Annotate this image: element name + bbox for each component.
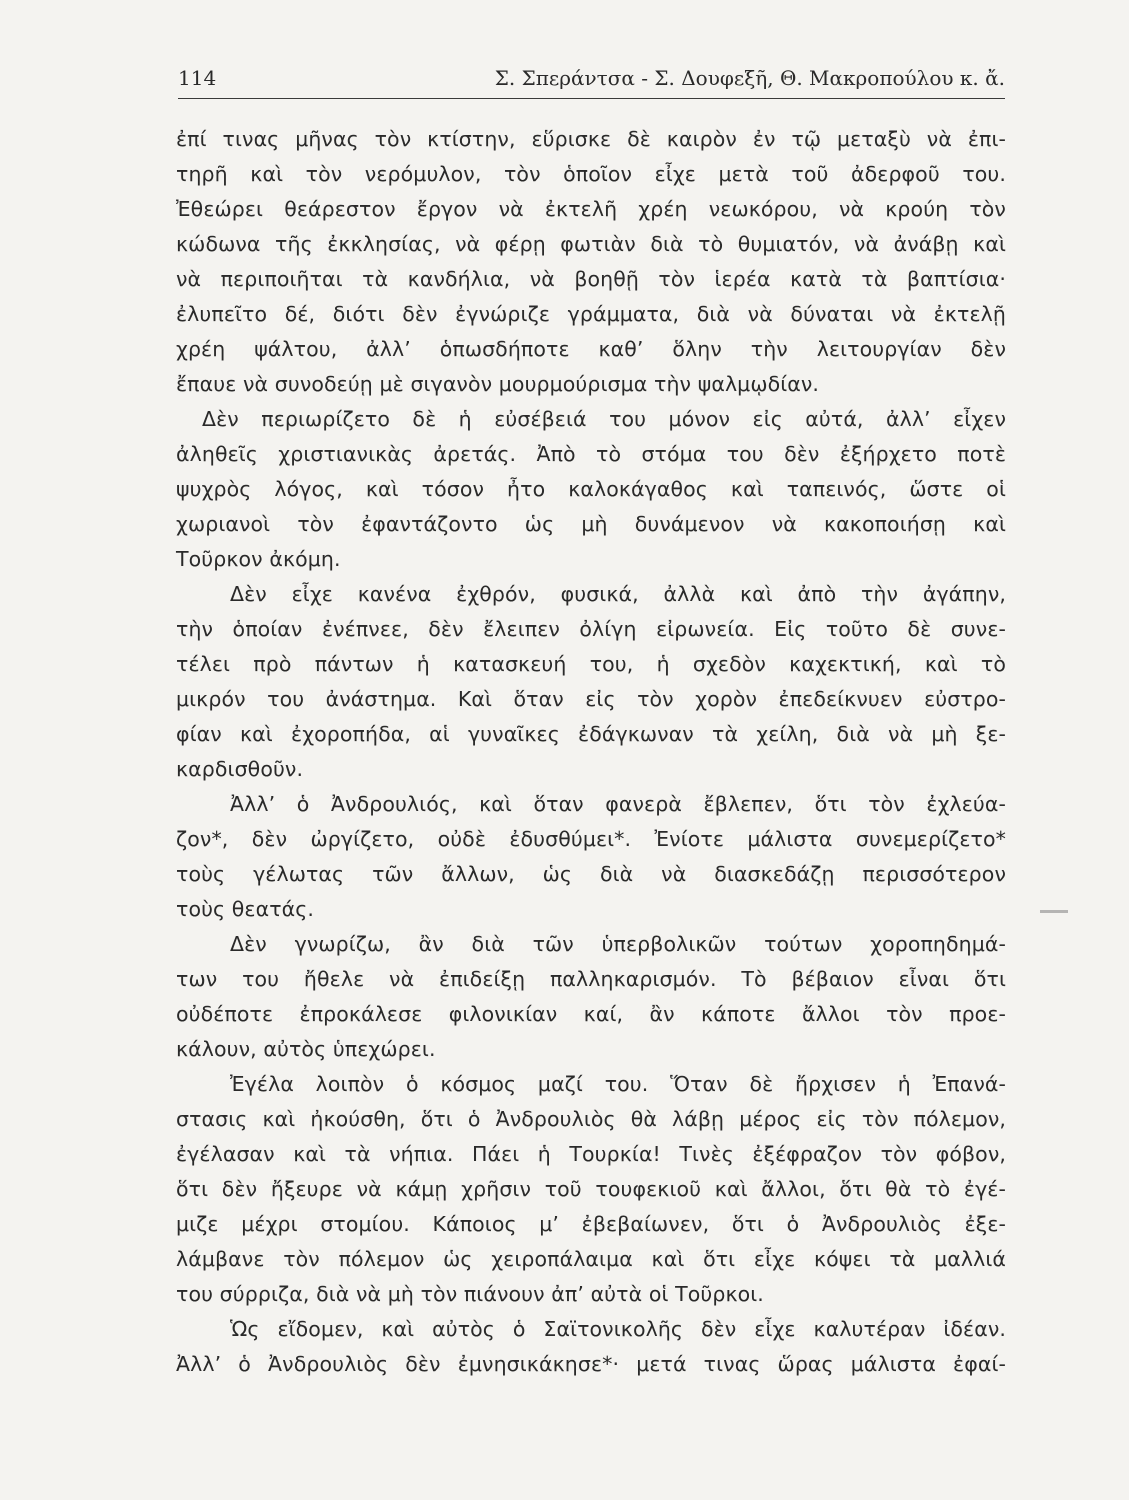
- text-line: χρέη ψάλτου, ἀλλ’ ὁπωσδήποτε καθ’ ὅλην τὴν λειτουργίαν δὲν: [176, 337, 1006, 361]
- page-header: [178, 66, 1005, 99]
- body-text: [176, 122, 1006, 1382]
- text-line: τηρῆ καὶ τὸν νερόμυλον, τὸν ὁποῖον εἶχε μετὰ τοῦ ἀδερφοῦ του.: [176, 162, 1006, 186]
- text-line: ἐπί τινας μῆνας τὸν κτίστην, εὕρισκε δὲ καιρὸν ἐν τῷ μεταξὺ νὰ ἐπι-: [176, 127, 1006, 151]
- text-line: ψυχρὸς λόγος, καὶ τόσον ἦτο καλοκάγαθος καὶ ταπεινός, ὥστε οἱ: [176, 477, 1006, 501]
- text-line: τέλει πρὸ πάντων ἡ κατασκευή του, ἡ σχεδὸν καχεκτική, καὶ τὸ: [176, 652, 1006, 676]
- text-line: Ὡς εἴδομεν, καὶ αὐτὸς ὁ Σαϊτονικολῆς δὲν εἶχε καλυτέραν ἰδέαν.: [230, 1317, 1006, 1341]
- text-line: Τοῦρκον ἀκόμη.: [176, 547, 341, 571]
- text-line: μικρόν του ἀνάστημα. Καὶ ὅταν εἰς τὸν χορὸν ἐπεδείκνυεν εὐστρο-: [176, 687, 1006, 711]
- text-line: των του ἤθελε νὰ ἐπιδείξῃ παλληκαρισμόν. Τὸ βέβαιον εἶναι ὅτι: [176, 967, 1006, 991]
- text-line: τοὺς θεατάς.: [176, 897, 315, 921]
- page-number: 114: [178, 66, 217, 90]
- text-line: ὅτι δὲν ἤξευρε νὰ κάμῃ χρῆσιν τοῦ τουφεκιοῦ καὶ ἄλλοι, ὅτι θὰ τὸ ἐγέ-: [176, 1177, 1006, 1201]
- text-line: τοὺς γέλωτας τῶν ἄλλων, ὡς διὰ νὰ διασκεδάζῃ περισσότερον: [176, 862, 1006, 886]
- text-line: ἔπαυε νὰ συνοδεύῃ μὲ σιγανὸν μουρμούρισμα τὴν ψαλμῳδίαν.: [176, 372, 820, 396]
- text-line: Ἐγέλα λοιπὸν ὁ κόσμος μαζί του. Ὅταν δὲ ἤρχισεν ἡ Ἐπανά-: [230, 1072, 1006, 1096]
- margin-mark: [1040, 910, 1068, 913]
- text-line: λάμβανε τὸν πόλεμον ὡς χειροπάλαιμα καὶ ὅτι εἶχε κόψει τὰ μαλλιά: [176, 1247, 1006, 1271]
- text-line: τὴν ὁποίαν ἐνέπνεε, δὲν ἔλειπεν ὀλίγη εἰρωνεία. Εἰς τοῦτο δὲ συνε-: [176, 617, 1006, 641]
- text-line: κώδωνα τῆς ἐκκλησίας, νὰ φέρῃ φωτιὰν διὰ τὸ θυμιατόν, νὰ ἀνάβῃ καὶ: [176, 232, 1006, 256]
- text-line: ζον*, δὲν ὠργίζετο, οὐδὲ ἐδυσθύμει*. Ἐνίοτε μάλιστα συνεμερίζετο*: [176, 827, 1006, 851]
- text-line: φίαν καὶ ἐχοροπήδα, αἱ γυναῖκες ἐδάγκωναν τὰ χείλη, διὰ νὰ μὴ ξε-: [176, 722, 1006, 746]
- text-line: Ἀλλ’ ὁ Ἀνδρουλιός, καὶ ὅταν φανερὰ ἔβλεπεν, ὅτι τὸν ἐχλεύα-: [230, 792, 1006, 816]
- text-line: καρδισθοῦν.: [176, 757, 304, 781]
- text-line: Ἀλλ’ ὁ Ἀνδρουλιὸς δὲν ἐμνησικάκησε*· μετά τινας ὥρας μάλιστα ἐφαί-: [176, 1352, 1006, 1376]
- text-line: Ἐθεώρει θεάρεστον ἔργον νὰ ἐκτελῆ χρέη νεωκόρου, νὰ κρούη τὸν: [176, 197, 1006, 221]
- text-line: Δὲν γνωρίζω, ἂν διὰ τῶν ὑπερβολικῶν τούτων χοροπηδημά-: [230, 932, 1006, 956]
- text-line: κάλουν, αὐτὸς ὑπεχώρει.: [176, 1037, 436, 1061]
- text-line: ἐγέλασαν καὶ τὰ νήπια. Πάει ἡ Τουρκία! Τινὲς ἐξέφραζον τὸν φόβον,: [176, 1142, 1006, 1166]
- running-head: Σ. Σπεράντσα - Σ. Δουφεξῆ, Θ. Μακροπούλου κ. ἄ.: [494, 66, 1005, 90]
- text-line: Δὲν εἶχε κανένα ἐχθρόν, φυσικά, ἀλλὰ καὶ ἀπὸ τὴν ἀγάπην,: [230, 582, 1006, 606]
- text-line: νὰ περιποιῆται τὰ κανδήλια, νὰ βοηθῇ τὸν ἱερέα κατὰ τὰ βαπτίσια·: [176, 267, 1006, 291]
- text-line: του σύρριζα, διὰ νὰ μὴ τὸν πιάνουν ἀπ’ αὐτὰ οἱ Τοῦρκοι.: [176, 1282, 764, 1306]
- text-line: μιζε μέχρι στομίου. Κάποιος μ’ ἐβεβαίωνεν, ὅτι ὁ Ἀνδρουλιὸς ἐξε-: [176, 1212, 1006, 1236]
- text-line: οὐδέποτε ἐπροκάλεσε φιλονικίαν καί, ἂν κάποτε ἄλλοι τὸν προε-: [176, 1002, 1006, 1026]
- text-line: ἀληθεῖς χριστιανικὰς ἀρετάς. Ἀπὸ τὸ στόμα του δὲν ἐξήρχετο ποτὲ: [176, 442, 1006, 466]
- text-line: ἐλυπεῖτο δέ, διότι δὲν ἐγνώριζε γράμματα, διὰ νὰ δύναται νὰ ἐκτελῇ: [176, 302, 1006, 326]
- text-line: Δὲν περιωρίζετο δὲ ἡ εὐσέβειά του μόνον εἰς αὐτά, ἀλλ’ εἶχεν: [202, 407, 1006, 431]
- text-line: στασις καὶ ἠκούσθη, ὅτι ὁ Ἀνδρουλιὸς θὰ λάβῃ μέρος εἰς τὸν πόλεμον,: [176, 1107, 1006, 1131]
- text-line: χωριανοὶ τὸν ἐφαντάζοντο ὡς μὴ δυνάμενον νὰ κακοποιήσῃ καὶ: [176, 512, 1006, 536]
